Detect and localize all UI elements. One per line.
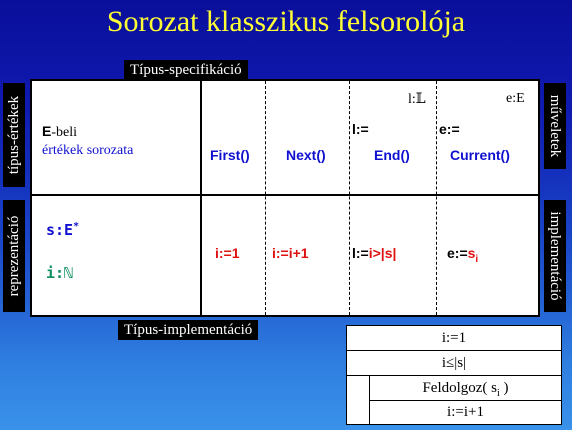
- structogram: [346, 325, 562, 425]
- current-implementation: $e:=s_i$: [447, 245, 479, 265]
- first-implementation: i:=1: [215, 245, 240, 261]
- dashed-divider-3: [436, 81, 437, 315]
- next-implementation: i:=i+1: [272, 245, 309, 261]
- structogram-step: i:=i+1: [369, 401, 561, 424]
- representation-i: i:ℕ: [46, 264, 74, 282]
- operations-label: műveletek: [544, 83, 566, 169]
- type-values-text: E-beli: [42, 123, 77, 140]
- representation-label: reprezentáció: [3, 200, 25, 312]
- current-operation: Current(): [450, 147, 510, 163]
- type-table: [30, 79, 540, 317]
- column-divider: [200, 81, 202, 315]
- current-type: e:E: [506, 91, 525, 106]
- end-assign: l:=: [352, 121, 369, 137]
- page-title: Sorozat klasszikus felsorolója: [106, 5, 466, 38]
- end-implementation: l:=i>|s|: [352, 245, 397, 261]
- row-divider: [32, 194, 538, 196]
- first-operation: First(): [210, 147, 250, 163]
- structogram-loop-body: Feldolgoz( $s_i$ ): [369, 376, 561, 401]
- end-operation: End(): [374, 147, 410, 163]
- type-implementation-label: Típus-implementáció: [118, 320, 258, 340]
- end-type: l:𝕃: [408, 92, 426, 107]
- structogram-loop-condition: i≤|s|: [347, 351, 561, 376]
- type-values-label: típus-értékek: [3, 83, 25, 187]
- type-specification-label: Típus-specifikáció: [124, 60, 248, 80]
- dashed-divider-1: [265, 81, 266, 315]
- type-values-description: értékek sorozata: [42, 143, 134, 158]
- current-assign: e:=: [439, 121, 460, 137]
- next-operation: Next(): [286, 147, 326, 163]
- structogram-init: i:=1: [347, 326, 561, 351]
- dashed-divider-2: [349, 81, 350, 315]
- implementation-side-label: implementáció: [544, 200, 566, 312]
- representation-s: s:E*: [46, 221, 80, 239]
